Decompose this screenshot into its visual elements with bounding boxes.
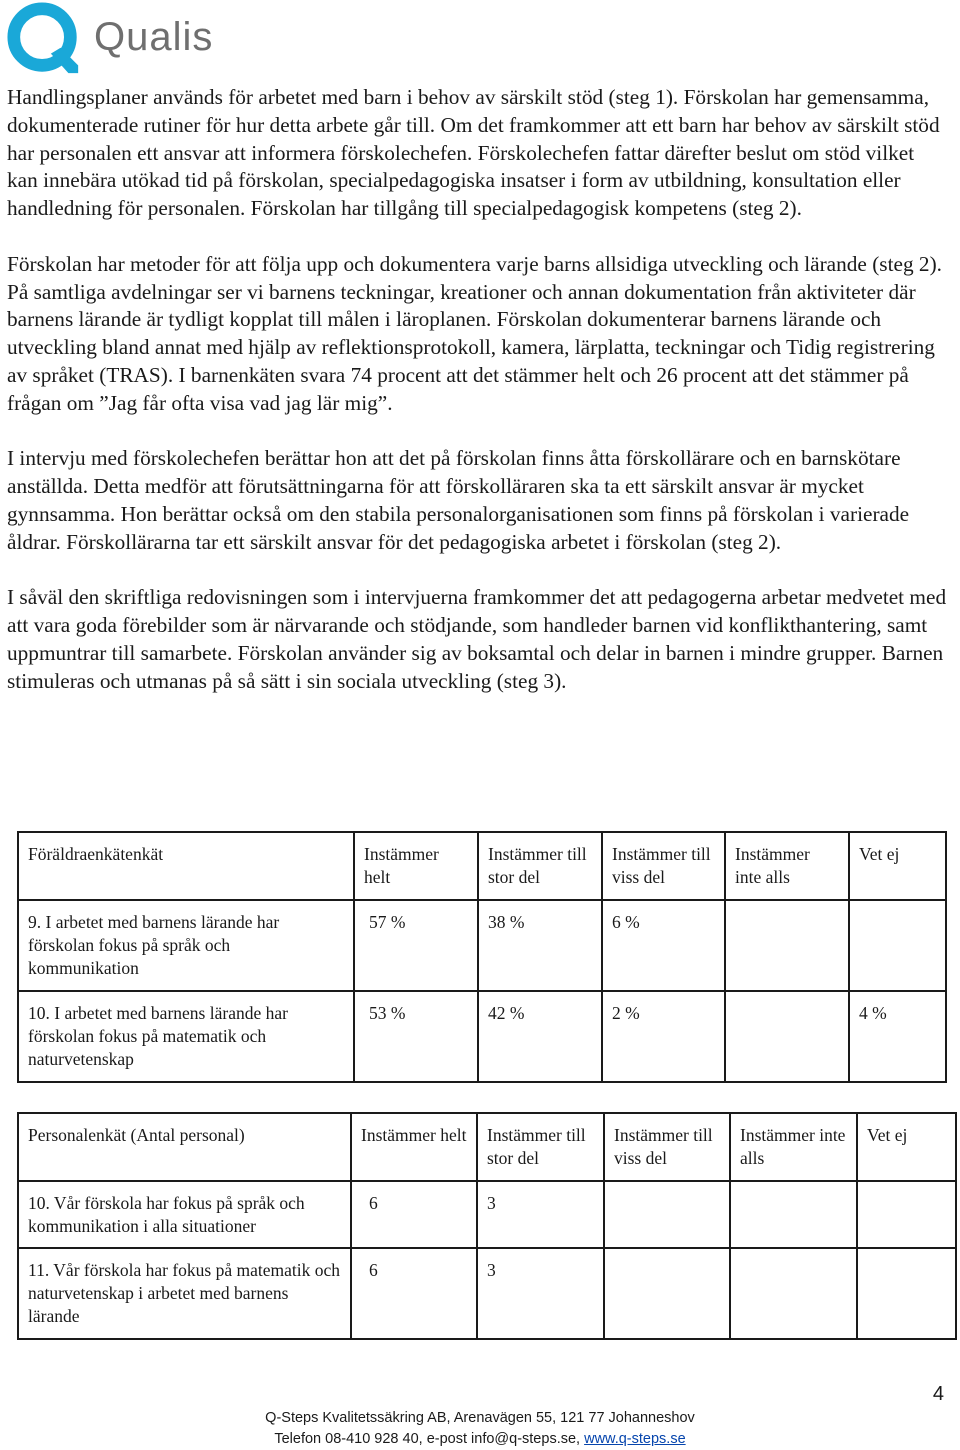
value-cell: 4 %	[849, 991, 946, 1082]
value-cell	[730, 1181, 857, 1248]
value-cell: 57 %	[354, 900, 478, 991]
value-cell: 42 %	[478, 991, 602, 1082]
question-cell: 11. Vår förskola har fokus på matematik och naturvetenskap i arbetet med barnens lärande	[18, 1248, 351, 1339]
table-row	[18, 991, 946, 1082]
value-cell: 2 %	[602, 991, 725, 1082]
paragraph: Handlingsplaner används för arbetet med barn i behov av särskilt stöd (steg 1). Förskolan har gemensamma, dokumenterade rutiner för hur detta arbete går till. Om det framkommer att ett barn har behov av särskilt stöd har personalen ett ansvar att informera förskolechefen. Förskolechefen fattar därefter beslut om stöd vilket kan innebära utökad tid på förskolan, specialpedagogiska insatser i form av utbildning, konsultation eller handledning för personalen. Förskolan har tillgång till specialpedagogisk kompetens (steg 2).	[7, 85, 940, 221]
paragraph: I såväl den skriftliga redovisningen som i intervjuerna framkommer det att pedagogerna arbetar medvetet med att vara goda förebilder som är närvarande och stödjande, som handleder barnen vid konflikthantering, samt uppmuntrar till samarbete. Förskolan använder sig av boksamtal och delar in barnen i mindre grupper. Barnen stimuleras och utmanas på så sätt i sin sociala utveckling (steg 3).	[7, 585, 947, 693]
table-row	[18, 1248, 956, 1339]
footer-contact	[0, 1429, 960, 1450]
paragraph: I intervju med förskolechefen berättar hon att det på förskolan finns åtta förskollärare och en barnskötare anställda. Detta medför att förutsättningarna för att förskolläraren ska ta ett särskilt ansvar är mycket gynnsamma. Hon berättar också om den stabila personalorganisationen som finns på förskolan i varierade åldrar. Förskollärarna tar ett särskilt ansvar för det pedagogiska arbetet i förskolan (steg 2).	[7, 446, 910, 554]
table-header-cell: Instämmer till stor del	[477, 1113, 604, 1181]
value-cell	[604, 1181, 730, 1248]
table-row	[18, 900, 946, 991]
value-cell: 53 %	[354, 991, 478, 1082]
parent-survey-table	[17, 831, 947, 1083]
value-cell: 38 %	[478, 900, 602, 991]
table-header-cell: Vet ej	[857, 1113, 956, 1181]
table-header-cell: Instämmer helt	[354, 832, 478, 900]
table-header-cell: Instämmer inte alls	[725, 832, 849, 900]
table-header-cell: Instämmer till viss del	[604, 1113, 730, 1181]
page-number: 4	[932, 1383, 944, 1405]
report-body	[7, 84, 947, 723]
qualis-logo	[6, 4, 213, 76]
question-cell: 9. I arbetet med barnens lärande har förskolan fokus på språk och kommunikation	[18, 900, 354, 991]
value-cell	[725, 900, 849, 991]
q-logo-icon	[6, 1, 84, 79]
table-row	[18, 1181, 956, 1248]
value-cell	[604, 1248, 730, 1339]
value-cell	[857, 1181, 956, 1248]
footer-address: Q-Steps Kvalitetssäkring AB, Arenavägen 55, 121 77 Johanneshov	[265, 1410, 695, 1426]
question-cell: 10. Vår förskola har fokus på språk och kommunikation i alla situationer	[18, 1181, 351, 1248]
question-cell: 10. I arbetet med barnens lärande har förskolan fokus på matematik och naturvetenskap	[18, 991, 354, 1082]
value-cell	[725, 991, 849, 1082]
table-header-cell: Vet ej	[849, 832, 946, 900]
table-header-row	[18, 1113, 956, 1181]
staff-survey-table	[17, 1112, 957, 1340]
table-header-cell: Föräldraenkätenkät	[18, 832, 354, 900]
paragraph: Förskolan har metoder för att följa upp och dokumentera varje barns allsidiga utveckling och lärande (steg 2). På samtliga avdelningar ser vi barnens teckningar, kreationer och annan dokumentation från aktiviteter där barnens lärande är tydligt kopplat till målen i läroplanen. Förskolan dokumenterar barnens lärande och utveckling bland annat med hjälp av reflektionsprotokoll, kamera, lärplatta, teckningar och Tidig registrering av språket (TRAS). I barnenkäten svara 74 procent att det stämmer helt och 26 procent att det stämmer på frågan om ”Jag får ofta visa vad jag lär mig”.	[7, 251, 942, 415]
footer-contact-text: Telefon 08-410 928 40, e-post info@q-steps.se,	[274, 1431, 585, 1447]
website-link[interactable]: www.q-steps.se	[584, 1431, 686, 1447]
value-cell	[857, 1248, 956, 1339]
table-header-cell: Instämmer till viss del	[602, 832, 725, 900]
table-header-cell: Instämmer helt	[351, 1113, 477, 1181]
table-header-cell: Personalenkät (Antal personal)	[18, 1113, 351, 1181]
table-header-row	[18, 832, 946, 900]
page-footer	[0, 1408, 960, 1450]
value-cell: 6 %	[602, 900, 725, 991]
value-cell	[849, 900, 946, 991]
table-header-cell: Instämmer till stor del	[478, 832, 602, 900]
value-cell: 6	[351, 1181, 477, 1248]
value-cell: 3	[477, 1181, 604, 1248]
value-cell: 6	[351, 1248, 477, 1339]
value-cell	[730, 1248, 857, 1339]
table-header-cell: Instämmer inte alls	[730, 1113, 857, 1181]
logo-text: Qualis	[94, 14, 214, 59]
value-cell: 3	[477, 1248, 604, 1339]
